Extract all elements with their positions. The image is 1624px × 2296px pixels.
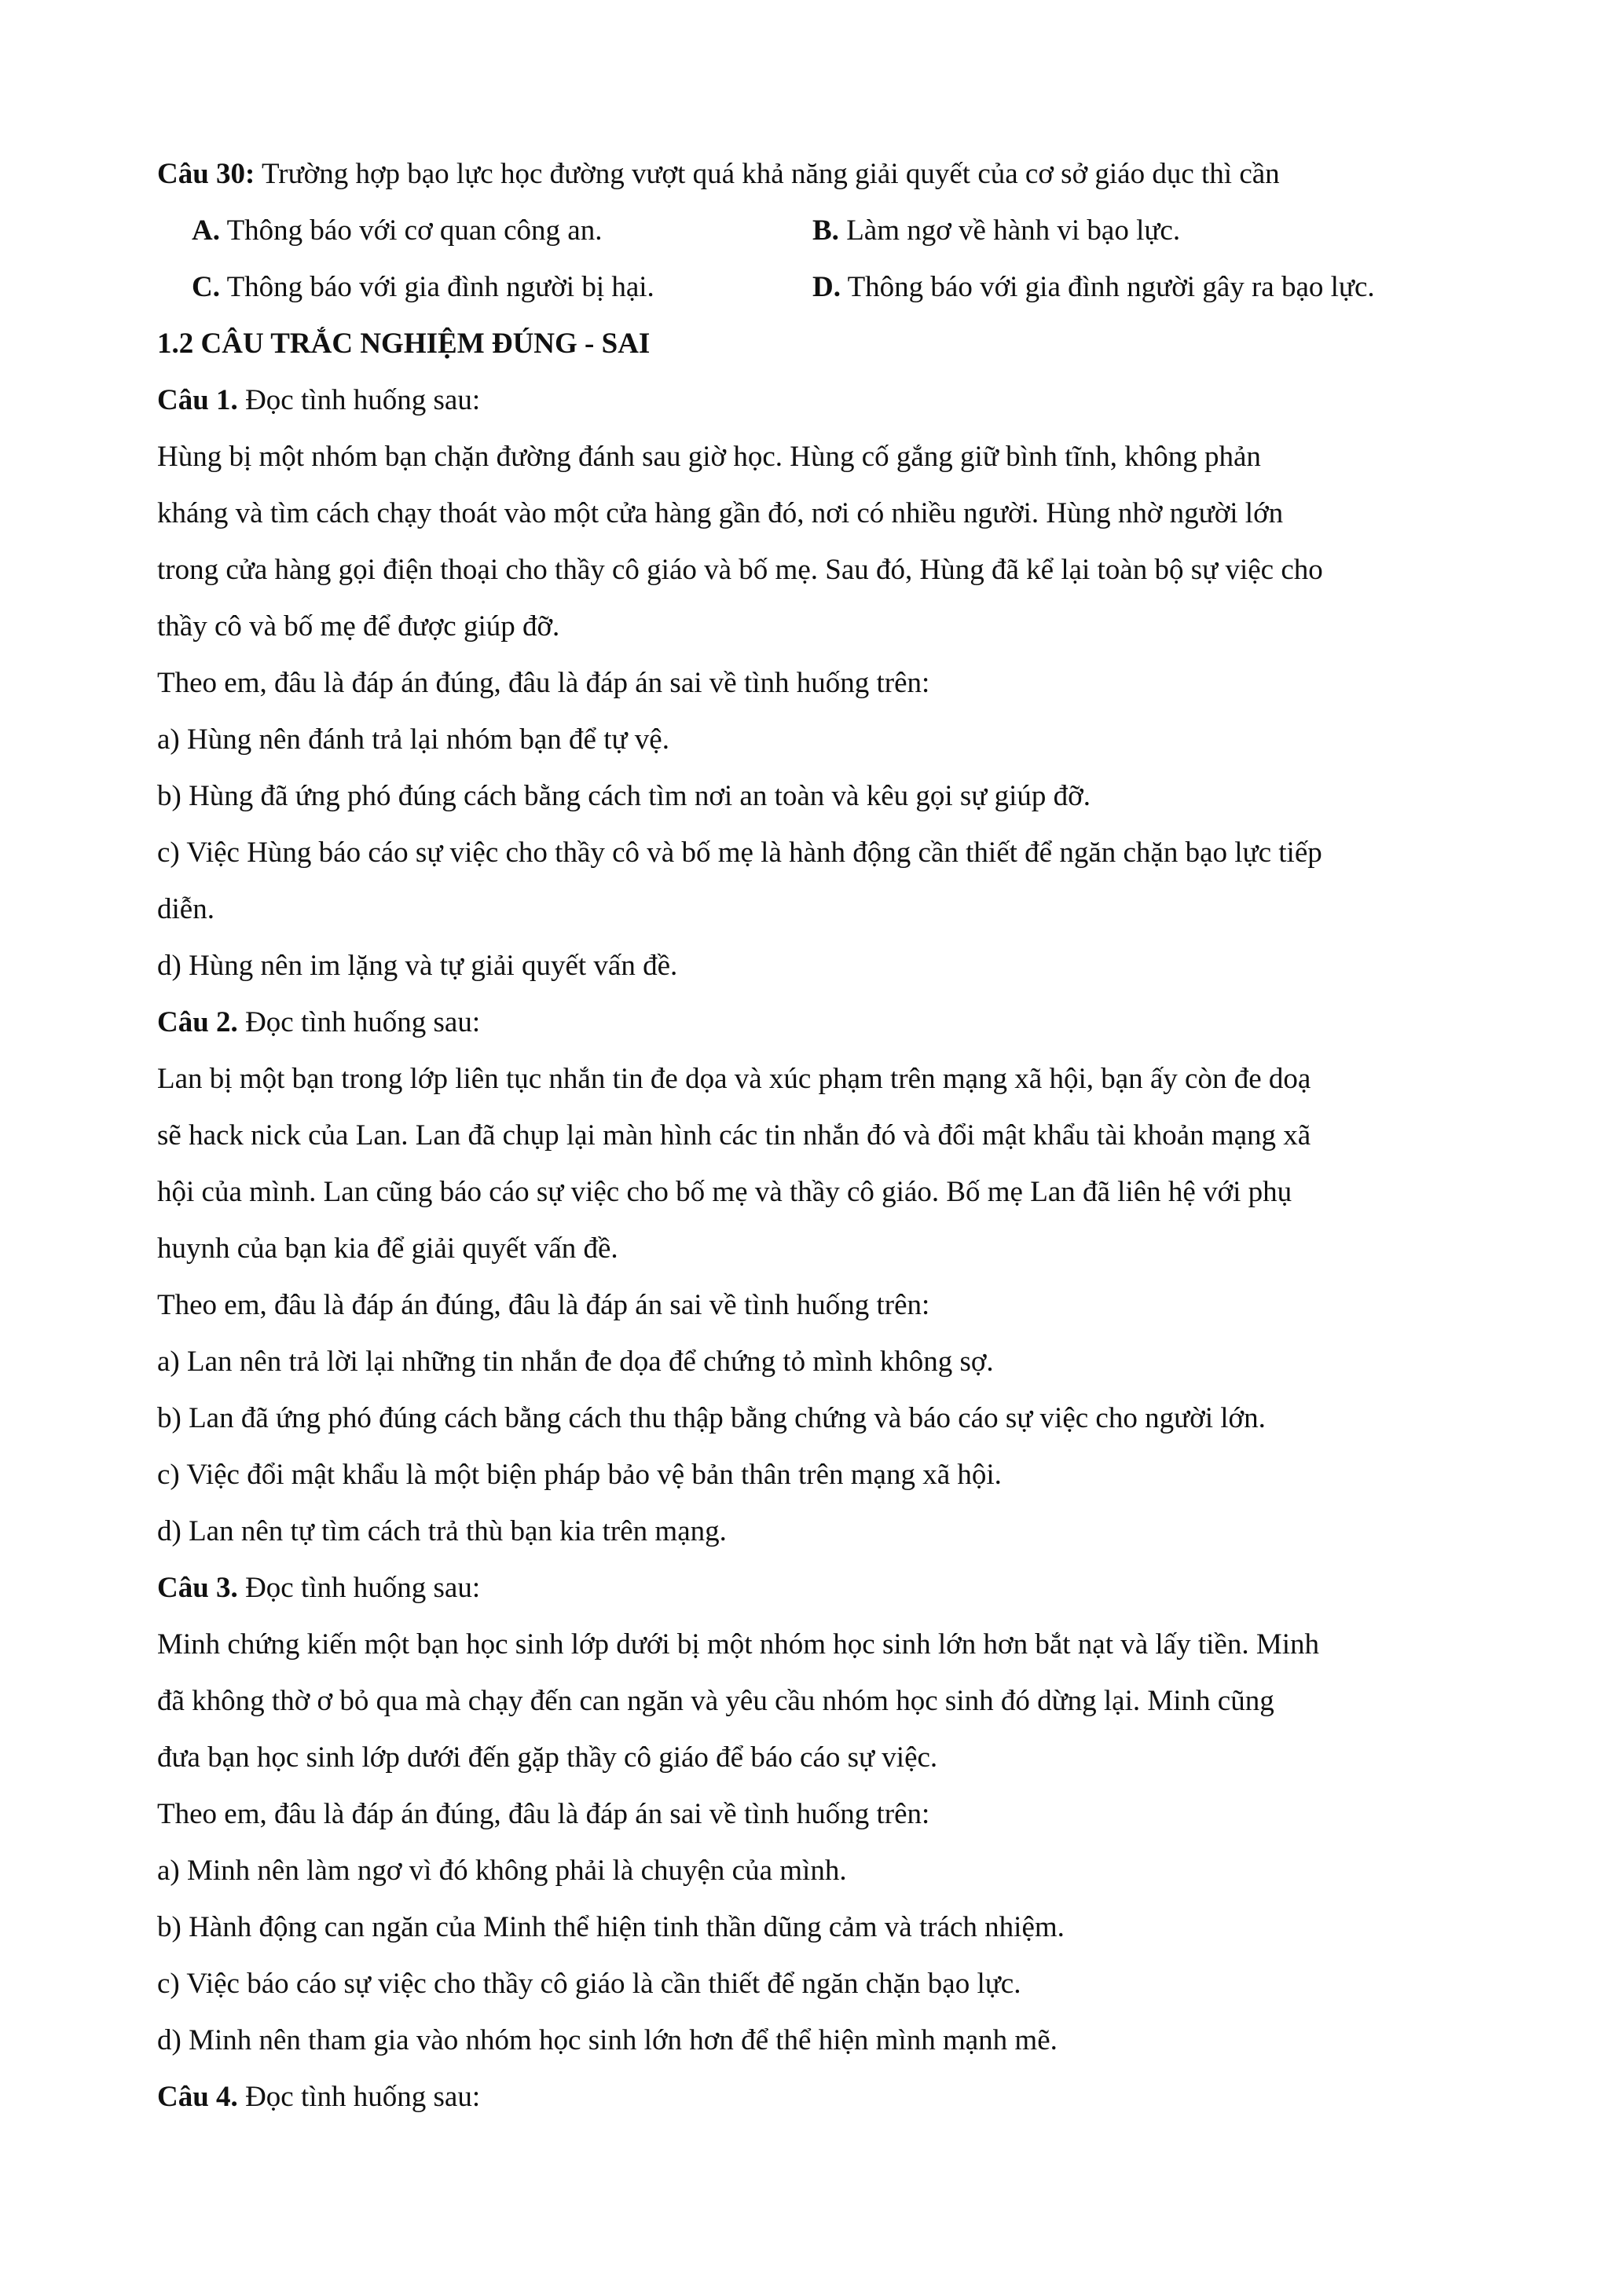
question-prompt: Theo em, đâu là đáp án đúng, đâu là đáp án sai về tình huống trên: [157, 1289, 930, 1321]
question-label: Câu 2. [157, 1006, 238, 1038]
question-heading [157, 994, 1477, 1051]
option-text: Thông báo với cơ quan công an. [219, 214, 603, 247]
option-text: Làm ngơ về hành vi bạo lực. [838, 214, 1181, 247]
option-a [192, 203, 812, 259]
question-prompt: Theo em, đâu là đáp án đúng, đâu là đáp án sai về tình huống trên: [157, 667, 930, 699]
statement-a: a) Minh nên làm ngơ vì đó không phải là chuyện của mình. [157, 1855, 847, 1887]
option-text: Thông báo với gia đình người bị hại. [219, 271, 654, 303]
statement-b: b) Hành động can ngăn của Minh thể hiện tinh thần dũng cảm và trách nhiệm. [157, 1911, 1065, 1943]
question-label: Câu 3. [157, 1572, 238, 1604]
statement-c: c) Việc báo cáo sự việc cho thầy cô giáo là cần thiết để ngăn chặn bạo lực. [157, 1968, 1021, 2000]
statement-b: b) Hùng đã ứng phó đúng cách bằng cách tìm nơi an toàn và kêu gọi sự giúp đỡ. [157, 780, 1091, 812]
question-intro: Đọc tình huống sau: [237, 1572, 481, 1604]
passage-line: hội của mình. Lan cũng báo cáo sự việc cho bố mẹ và thầy cô giáo. Bố mẹ Lan đã liên hệ với phụ [157, 1176, 1292, 1208]
question-30 [157, 146, 1477, 203]
question-label: Câu 4. [157, 2081, 238, 2113]
passage-line: huynh của bạn kia để giải quyết vấn đề. [157, 1232, 618, 1265]
section-title: 1.2 CÂU TRẮC NGHIỆM ĐÚNG - SAI [157, 328, 651, 360]
page-content [157, 146, 1477, 2126]
option-b [812, 203, 1180, 259]
question-prompt: Theo em, đâu là đáp án đúng, đâu là đáp án sai về tình huống trên: [157, 1798, 930, 1830]
question-text: Trường hợp bạo lực học đường vượt quá khả năng giải quyết của cơ sở giáo dục thì cần [255, 158, 1280, 190]
question-2 [157, 994, 1477, 1560]
option-d [812, 259, 1375, 316]
question-intro: Đọc tình huống sau: [237, 2081, 481, 2113]
option-text: Thông báo với gia đình người gây ra bạo lực. [840, 271, 1375, 303]
question-label: Câu 1. [157, 384, 238, 416]
question-heading [157, 372, 1477, 429]
statement-b: b) Lan đã ứng phó đúng cách bằng cách thu thập bằng chứng và báo cáo sự việc cho người lớn. [157, 1402, 1266, 1434]
passage-line: thầy cô và bố mẹ để được giúp đỡ. [157, 610, 560, 643]
option-c [192, 259, 812, 316]
option-letter: C. [192, 271, 220, 303]
passage-line: trong cửa hàng gọi điện thoại cho thầy cô giáo và bố mẹ. Sau đó, Hùng đã kể lại toàn bộ sự việc cho [157, 554, 1323, 586]
passage-line: đã không thờ ơ bỏ qua mà chạy đến can ngăn và yêu cầu nhóm học sinh đó dừng lại. Minh cũng [157, 1685, 1274, 1717]
statement-d: d) Minh nên tham gia vào nhóm học sinh lớn hơn để thể hiện mình mạnh mẽ. [157, 2024, 1058, 2056]
option-letter: A. [192, 214, 220, 247]
question-3 [157, 1560, 1477, 2069]
option-letter: B. [812, 214, 839, 247]
statement-a: a) Lan nên trả lời lại những tin nhắn đe dọa để chứng tỏ mình không sợ. [157, 1346, 994, 1378]
question-heading [157, 1560, 1477, 1617]
statement-c: c) Việc Hùng báo cáo sự việc cho thầy cô và bố mẹ là hành động cần thiết để ngăn chặn bạo lực tiếp [157, 837, 1322, 869]
statement-d: d) Lan nên tự tìm cách trả thù bạn kia trên mạng. [157, 1515, 727, 1547]
passage-line: Hùng bị một nhóm bạn chặn đường đánh sau giờ học. Hùng cố gắng giữ bình tĩnh, không phản [157, 441, 1261, 473]
question-label: Câu 30: [157, 158, 255, 190]
options-row-2 [157, 259, 1477, 316]
statement-a: a) Hùng nên đánh trả lại nhóm bạn để tự vệ. [157, 723, 669, 756]
statement-c: c) Việc đổi mật khẩu là một biện pháp bảo vệ bản thân trên mạng xã hội. [157, 1459, 1002, 1491]
question-intro: Đọc tình huống sau: [237, 384, 481, 416]
statement-c-continued: diễn. [157, 893, 214, 925]
options-row-1 [157, 203, 1477, 259]
passage-line: đưa bạn học sinh lớp dưới đến gặp thầy cô giáo để báo cáo sự việc. [157, 1741, 938, 1774]
option-letter: D. [812, 271, 841, 303]
question-intro: Đọc tình huống sau: [237, 1006, 481, 1038]
passage-line: sẽ hack nick của Lan. Lan đã chụp lại màn hình các tin nhắn đó và đổi mật khẩu tài khoản mạng xã [157, 1119, 1311, 1152]
passage-line: Minh chứng kiến một bạn học sinh lớp dưới bị một nhóm học sinh lớn hơn bắt nạt và lấy tiền. Minh [157, 1628, 1320, 1661]
question-1 [157, 372, 1477, 994]
statement-d: d) Hùng nên im lặng và tự giải quyết vấn đề. [157, 950, 678, 982]
passage-line: kháng và tìm cách chạy thoát vào một cửa hàng gần đó, nơi có nhiều người. Hùng nhờ người lớn [157, 497, 1284, 529]
question-4 [157, 2069, 1477, 2126]
passage-line: Lan bị một bạn trong lớp liên tục nhắn tin đe dọa và xúc phạm trên mạng xã hội, bạn ấy còn đe doạ [157, 1063, 1311, 1095]
